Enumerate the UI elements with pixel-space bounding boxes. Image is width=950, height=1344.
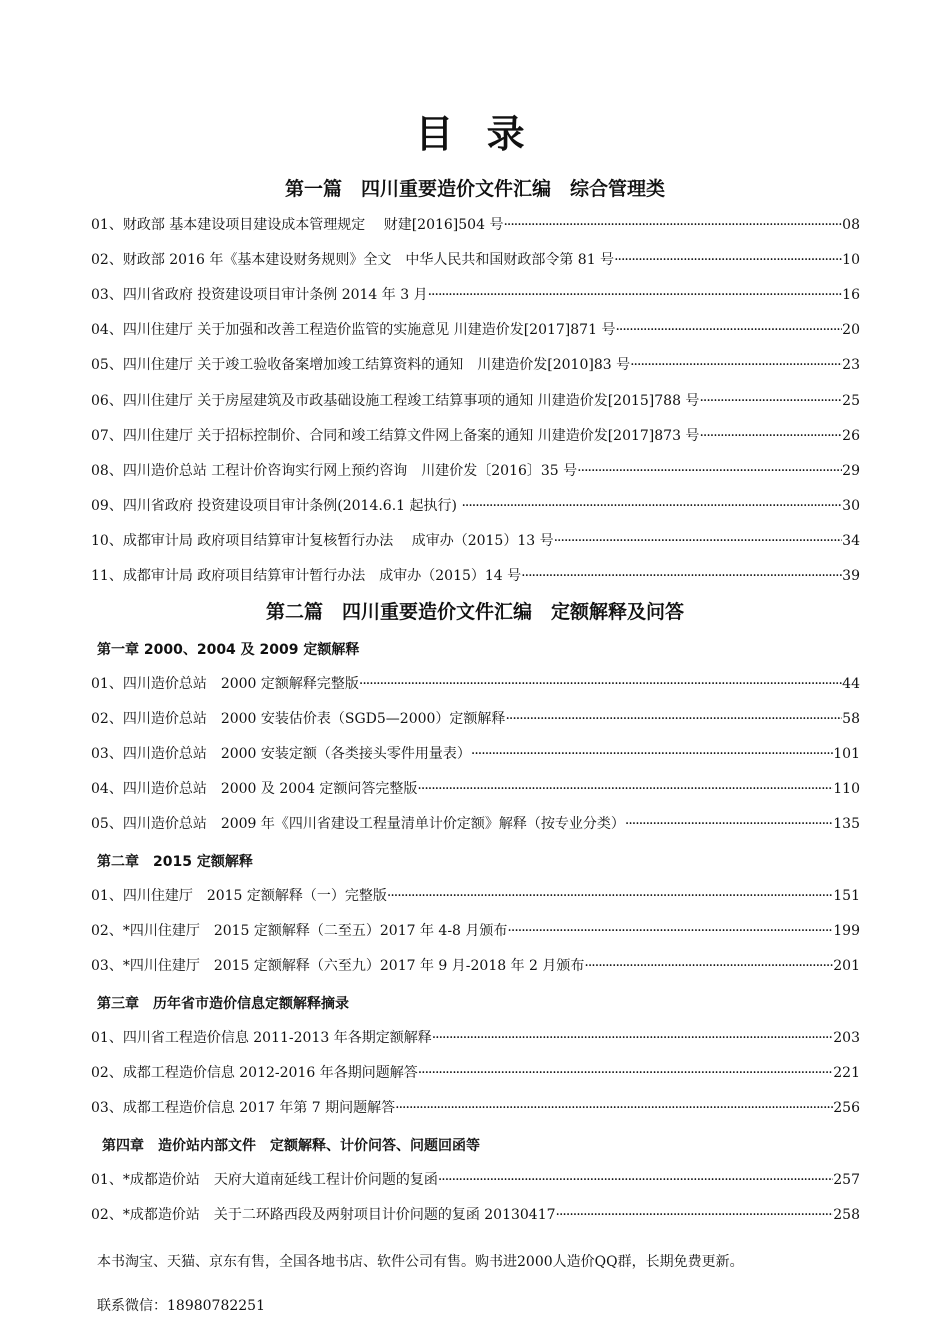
sales-note: 本书淘宝、天猫、京东有售，全国各地书店、软件公司有售。购书进2000人造价QQ群，长期免费更新。 <box>97 1254 744 1270</box>
toc-entry[interactable]: 08、四川造价总站 工程计价咨询实行网上预约咨询 川建价发〔2016〕35 号 ····· 29 <box>91 460 860 482</box>
page-number: 203 <box>833 1030 860 1046</box>
page-number: 08 <box>842 217 860 233</box>
page-number: 23 <box>842 357 860 373</box>
leader-dots <box>395 1097 833 1119</box>
leader-dots <box>471 743 833 765</box>
toc-entry[interactable]: 05、四川造价总站 2009 年《四川省建设工程量清单计价定额》解释（按专业分类） ····· 135 <box>91 813 860 835</box>
leader-dots <box>438 1169 833 1191</box>
leader-dots <box>521 565 842 587</box>
page-number: 221 <box>833 1065 860 1081</box>
toc-entry[interactable]: 09、四川省政府 投资建设项目审计条例(2014.6.1 起执行) ····· 30 <box>91 495 860 517</box>
leader-dots <box>503 214 842 236</box>
leader-dots <box>615 319 842 341</box>
page-number: 257 <box>833 1172 860 1188</box>
toc-entry[interactable]: 03、*四川住建厅 2015 定额解释（六至九）2017 年 9 月-2018 年 2 月颁布 ····· 201 <box>91 955 860 977</box>
toc-entry[interactable]: 05、四川住建厅 关于竣工验收备案增加竣工结算资料的通知 川建造价发[2010]83 号 ····· 23 <box>91 354 860 376</box>
chapter-heading: 第一章 2000、2004 及 2009 定额解释 <box>97 642 360 658</box>
toc-entry[interactable]: 02、四川造价总站 2000 安装估价表（SGD5—2000）定额解释 ····· 58 <box>91 708 860 730</box>
page-number: 110 <box>833 781 860 797</box>
leader-dots <box>461 495 842 517</box>
toc-entry[interactable]: 02、成都工程造价信息 2012-2016 年各期问题解答 ····· 221 <box>91 1062 860 1084</box>
page-number: 258 <box>833 1207 860 1223</box>
page-title: 目 录 <box>415 112 535 156</box>
toc-entry[interactable]: 11、成都审计局 政府项目结算审计暂行办法 成审办（2015）14 号 ····· 39 <box>91 565 860 587</box>
toc-entry[interactable]: 01、四川省工程造价信息 2011-2013 年各期定额解释 ····· 203 <box>91 1027 860 1049</box>
contact-info: 联系微信：18980782251 <box>97 1298 265 1314</box>
chapter-heading: 第三章 历年省市造价信息定额解释摘录 <box>97 996 349 1012</box>
page-number: 20 <box>842 322 860 338</box>
part1-heading: 第一篇 四川重要造价文件汇编 综合管理类 <box>284 178 665 200</box>
page-number: 29 <box>842 463 860 479</box>
toc-entry[interactable]: 02、*四川住建厅 2015 定额解释（二至五）2017 年 4-8 月颁布 ····· 199 <box>91 920 860 942</box>
toc-entry[interactable]: 01、四川造价总站 2000 定额解释完整版 ····· 44 <box>91 673 860 695</box>
chapter-heading: 第四章 造价站内部文件 定额解释、计价问答、问题回函等 <box>102 1138 480 1154</box>
leader-dots <box>699 390 842 412</box>
page-number: 44 <box>842 676 860 692</box>
page-number: 199 <box>833 923 860 939</box>
toc-entry[interactable]: 06、四川住建厅 关于房屋建筑及市政基础设施工程竣工结算事项的通知 川建造价发[2015]788 号 ····· 25 <box>91 390 860 412</box>
page-number: 30 <box>842 498 860 514</box>
leader-dots <box>699 425 842 447</box>
page-number: 101 <box>833 746 860 762</box>
leader-dots <box>556 1204 834 1226</box>
leader-dots <box>584 955 833 977</box>
leader-dots <box>507 920 833 942</box>
leader-dots <box>625 813 833 835</box>
leader-dots <box>614 249 842 271</box>
page-number: 151 <box>833 888 860 904</box>
toc-entry[interactable]: 03、四川造价总站 2000 安装定额（各类接头零件用量表） ····· 101 <box>91 743 860 765</box>
leader-dots <box>432 1027 834 1049</box>
toc-entry[interactable]: 04、四川造价总站 2000 及 2004 定额问答完整版 ····· 110 <box>91 778 860 800</box>
leader-dots <box>417 778 833 800</box>
toc-entry[interactable]: 03、四川省政府 投资建设项目审计条例 2014 年 3 月 ····· 16 <box>91 284 860 306</box>
toc-entry[interactable]: 02、财政部 2016 年《基本建设财务规则》全文 中华人民共和国财政部令第 81 号 ····· 10 <box>91 249 860 271</box>
leader-dots <box>554 530 843 552</box>
page-number: 58 <box>842 711 860 727</box>
toc-entry[interactable]: 04、四川住建厅 关于加强和改善工程造价监管的实施意见 川建造价发[2017]871 号 ····· 20 <box>91 319 860 341</box>
page-number: 26 <box>842 428 860 444</box>
toc-entry[interactable]: 02、*成都造价站 关于二环路西段及两射项目计价问题的复函 20130417 ····· 258 <box>91 1204 860 1226</box>
leader-dots <box>428 284 843 306</box>
leader-dots <box>418 1062 834 1084</box>
toc-entry[interactable]: 07、四川住建厅 关于招标控制价、合同和竣工结算文件网上备案的通知 川建造价发[2017]873 号 ····· 26 <box>91 425 860 447</box>
toc-entry[interactable]: 03、成都工程造价信息 2017 年第 7 期问题解答 ····· 256 <box>91 1097 860 1119</box>
page-number: 10 <box>842 252 860 268</box>
page-number: 39 <box>842 568 860 584</box>
leader-dots <box>387 885 833 907</box>
toc-entry[interactable]: 10、成都审计局 政府项目结算审计复核暂行办法 成审办（2015）13 号 ····· 34 <box>91 530 860 552</box>
page-number: 16 <box>842 287 860 303</box>
toc-entry[interactable]: 01、四川住建厅 2015 定额解释（一）完整版 ····· 151 <box>91 885 860 907</box>
toc-entry[interactable]: 01、*成都造价站 天府大道南延线工程计价问题的复函 ····· 257 <box>91 1169 860 1191</box>
leader-dots <box>505 708 842 730</box>
page-number: 201 <box>833 958 860 974</box>
page-number: 25 <box>842 393 860 409</box>
page-number: 135 <box>833 816 860 832</box>
part2-heading: 第二篇 四川重要造价文件汇编 定额解释及问答 <box>265 601 684 623</box>
page-number: 256 <box>833 1100 860 1116</box>
leader-dots <box>630 354 842 376</box>
leader-dots <box>577 460 842 482</box>
chapter-heading: 第二章 2015 定额解释 <box>97 854 253 870</box>
toc-entry[interactable]: 01、财政部 基本建设项目建设成本管理规定 财建[2016]504 号 ····· 08 <box>91 214 860 236</box>
leader-dots <box>359 673 842 695</box>
page-number: 34 <box>842 533 860 549</box>
